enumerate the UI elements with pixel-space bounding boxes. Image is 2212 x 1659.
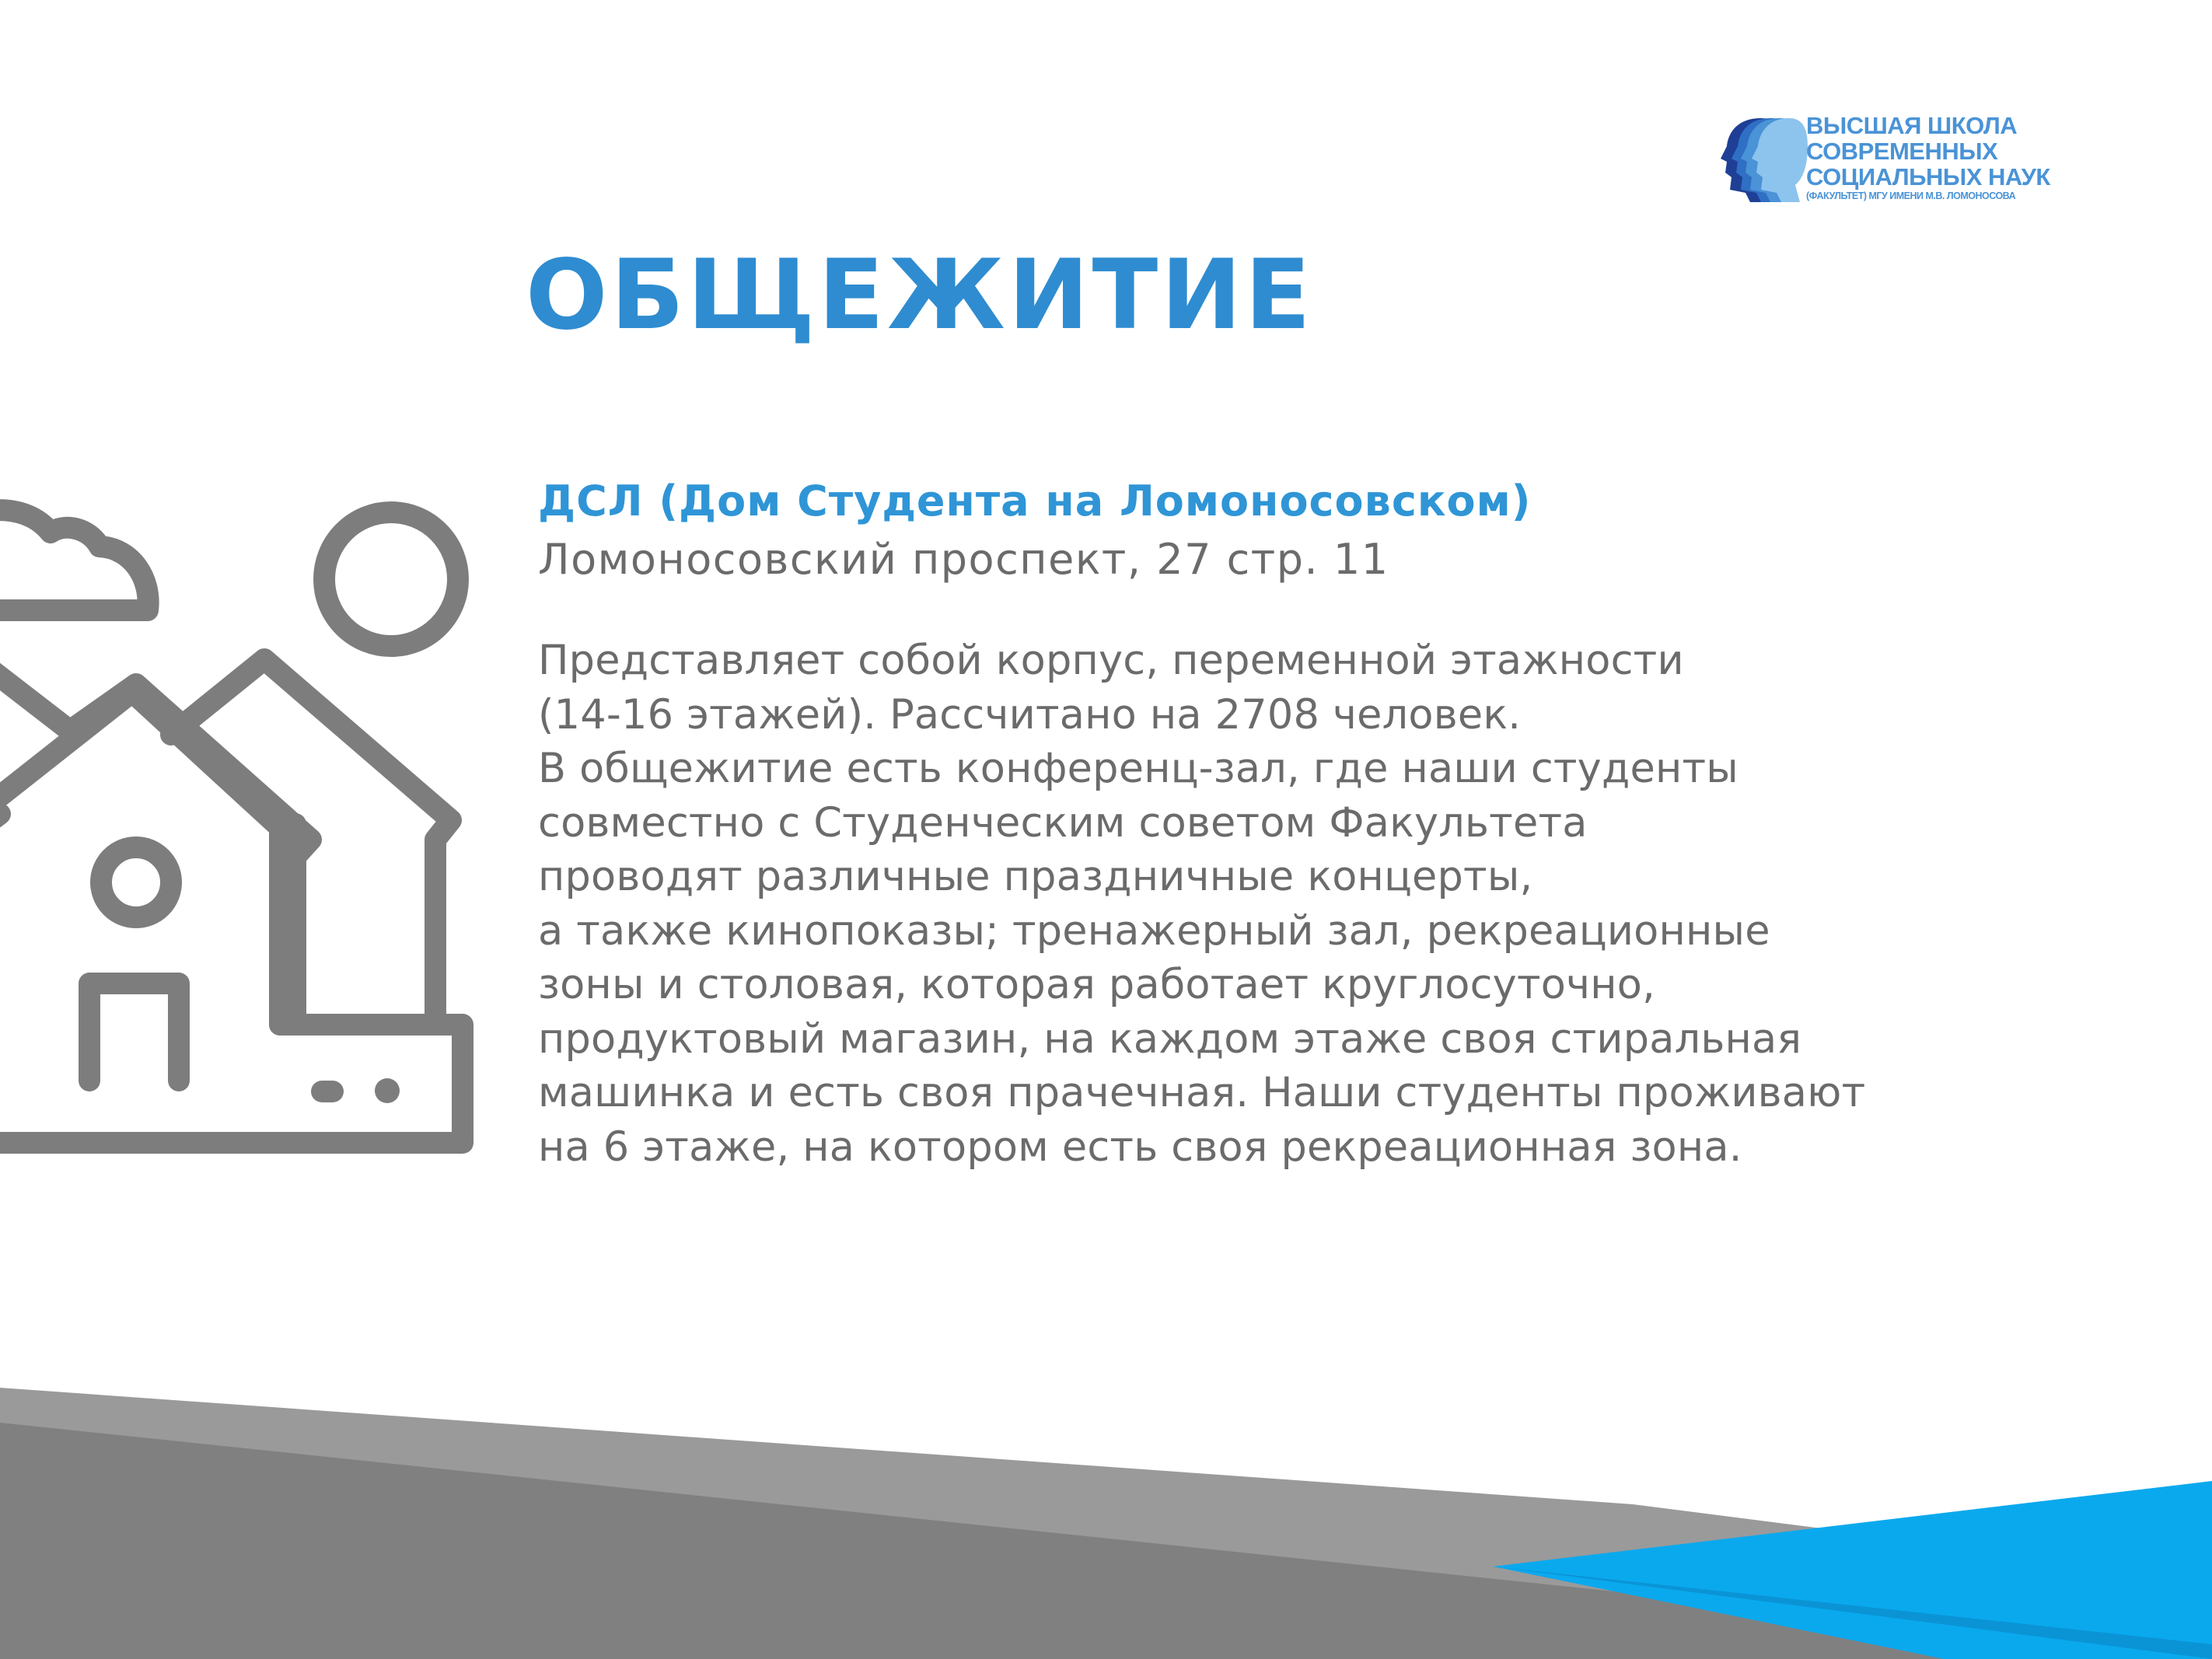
description-line: зоны и столовая, которая работает круглосуточно,	[538, 961, 1655, 1008]
page-title: ОБЩЕЖИТИЕ	[526, 239, 1314, 351]
logo-line-2: СОВРЕМЕННЫХ	[1806, 138, 1998, 165]
dorm-description	[538, 634, 2093, 1174]
dorm-address: Ломоносовский проспект, 27 стр. 11	[538, 535, 1389, 584]
dorm-name: ДСЛ (Дом Студента на Ломоносовском)	[538, 477, 1532, 526]
logo-line-4: (ФАКУЛЬТЕТ) МГУ ИМЕНИ М.В. ЛОМОНОСОВА	[1806, 190, 2016, 201]
footer-gray-band	[0, 1423, 2212, 1659]
description-line: продуктовый магазин, на каждом этаже своя стиральная	[538, 1015, 1802, 1063]
door-icon	[89, 983, 179, 1081]
description-line: совместно с Студенческим советом Факультета	[538, 798, 1588, 847]
round-window-icon	[101, 847, 171, 917]
faces-profile-icon	[1714, 115, 1808, 202]
cloud-icon	[0, 510, 149, 610]
sun-icon	[324, 512, 458, 646]
description-line: Представляет собой корпус, переменной этажности	[538, 637, 1684, 684]
logo-line-3: СОЦИАЛЬНЫХ НАУК	[1806, 163, 2050, 190]
description-line: машинка и есть своя прачечная. Наши студенты проживают	[538, 1069, 1866, 1116]
description-line: проводят различные праздничные концерты,	[538, 853, 1533, 900]
description-line: а также кинопоказы; тренажерный зал, рекреационные	[538, 906, 1770, 955]
footer-light-band	[0, 1388, 2212, 1659]
description-line: (14-16 этажей). Рассчитано на 2708 человек.	[538, 690, 1522, 739]
description-line: В общежитие есть конференц-зал, где наши студенты	[538, 745, 1738, 792]
faculty-logo	[1714, 109, 2088, 202]
footer-blue-band	[1493, 1481, 2212, 1659]
houses-sun-cloud-icon	[0, 459, 498, 1189]
description-line: на 6 этаже, на котором есть своя рекреационная зона.	[538, 1123, 1742, 1171]
logo-line-1: ВЫСШАЯ ШКОЛА	[1806, 112, 2018, 139]
